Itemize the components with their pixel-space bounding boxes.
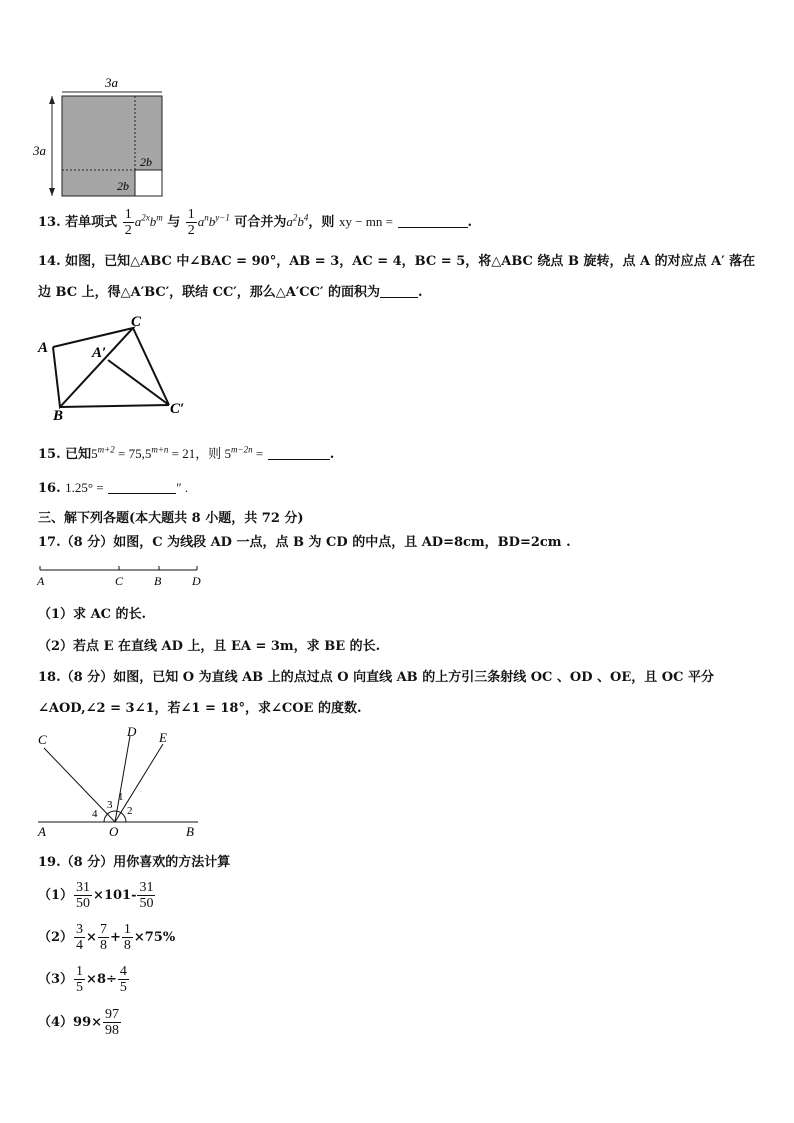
ray-D: D [127, 724, 137, 739]
question-18: 18.（8 分）如图，已知 O 为直线 AB 上的点过点 O 向直线 AB 的上方引三条射线 OC 、OD 、OE，且 OC 平分 [38, 670, 715, 685]
question-19: 19.（8 分）用你喜欢的方法计算 [38, 855, 231, 870]
angle-3: 3 [107, 799, 113, 811]
question-18-line2: ∠AOD,∠2 = 3∠1，若∠1 = 18°，求∠COE 的度数. [38, 701, 362, 716]
section-3-title: 三、解下列各题(本大题共 8 小题，共 72 分) [38, 511, 304, 526]
answer-blank[interactable] [268, 459, 330, 460]
fraction: $\frac{31}{50}$ [139, 880, 154, 911]
q19-part4: （4）99× $\frac{97}{98}$ [38, 1007, 120, 1038]
point-C: C [115, 574, 124, 588]
fraction: $\frac{1}{2}$ [124, 207, 132, 238]
point-O: O [109, 824, 119, 839]
point-A: A [38, 824, 46, 839]
vertex-C-prime: C′ [170, 401, 185, 417]
question-17: 17.（8 分）如图，C 为线段 AD 一点，点 B 为 CD 的中点，且 AD=8cm，BD=2cm . [38, 535, 571, 550]
label-left-3a: 3a [33, 143, 46, 158]
square-figure [30, 70, 180, 200]
angles-figure [30, 722, 210, 840]
point-B: B [154, 574, 162, 588]
question-14 [38, 250, 755, 269]
q14-number: 14. [38, 254, 61, 269]
segment-figure [35, 562, 210, 592]
point-B: B [186, 824, 194, 839]
point-D: D [192, 574, 201, 588]
question-15: 15. 已知$5^{m+2} = 75,5^{m+n} = 21$，则 $5^{m-2n}$ = . [38, 444, 335, 462]
fraction: $\frac{4}{5}$ [119, 964, 127, 995]
fraction: $\frac{1}{8}$ [123, 922, 131, 953]
answer-blank[interactable] [398, 227, 468, 228]
question-14-line2: 边 BC 上，得△A′BC′，联结 CC′，那么△A′CC′ 的面积为 . [38, 285, 423, 300]
q19-part2: （2） $\frac{3}{4}$ × $\frac{7}{8}$ + $\frac{1}{8}$ ×75% [38, 922, 176, 953]
question-16: 16. 1.25° = ″ . [38, 480, 189, 496]
q13-number: 13. [38, 215, 61, 230]
ray-C: C [38, 732, 47, 747]
fraction: $\frac{7}{8}$ [99, 922, 107, 953]
angle-4: 4 [92, 808, 98, 820]
angle-2: 2 [127, 805, 133, 817]
vertex-A: A [38, 340, 49, 356]
ray-E: E [159, 730, 167, 745]
fraction: $\frac{1}{5}$ [76, 964, 84, 995]
point-A: A [37, 574, 45, 588]
vertex-A-prime: A′ [92, 345, 107, 361]
q19-part1: （1） $\frac{31}{50}$ ×101- $\frac{31}{50}$ [38, 880, 154, 911]
vertex-C: C [131, 314, 142, 330]
fraction: $\frac{3}{4}$ [76, 922, 84, 953]
vertex-B: B [53, 408, 64, 424]
q14-line1: 如图，已知△ABC 中∠BAC = 90°，AB = 3，AC = 4，BC = 5，将△ABC 绕点 B 旋转，点 A 的对应点 A′ 落在 [65, 254, 756, 269]
answer-blank[interactable] [380, 297, 418, 298]
q19-part3: （3） $\frac{1}{5}$ ×8÷ $\frac{4}{5}$ [38, 964, 127, 995]
q17-sub2: （2）若点 E 在直线 AD 上，且 EA = 3m，求 BE 的长. [38, 639, 381, 654]
fraction: $\frac{31}{50}$ [76, 880, 91, 911]
triangle-figure [35, 310, 205, 425]
label-2b-right: 2b [140, 155, 152, 169]
q17-sub1: （1）求 AC 的长. [38, 607, 147, 622]
label-top-3a: 3a [105, 75, 118, 90]
question-13: 13. 若单项式 $\frac{1}{2}$ $a^{2x}b^m$ 与 $\frac{1}{2}$ $a^nb^{y-1}$ 可合并为$a^2b^4$，则 xy − mn = . [38, 207, 473, 238]
label-2b-bottom: 2b [117, 179, 129, 193]
fraction: $\frac{1}{2}$ [187, 207, 195, 238]
fraction: $\frac{97}{98}$ [105, 1007, 120, 1038]
angle-1: 1 [118, 791, 124, 803]
answer-blank[interactable] [108, 493, 176, 494]
